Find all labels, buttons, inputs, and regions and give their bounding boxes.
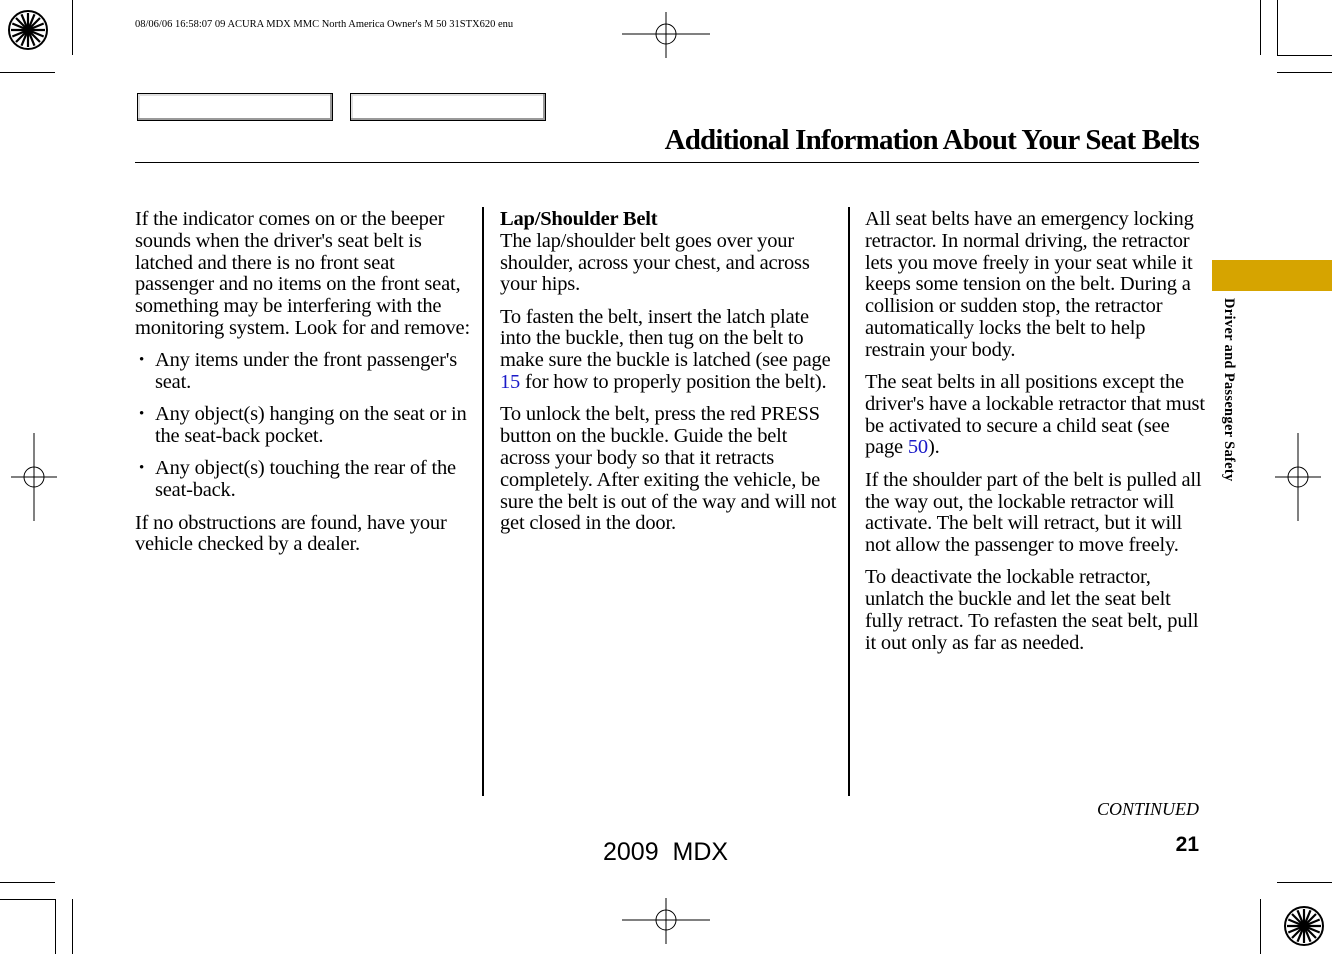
nav-button-main-menu[interactable] (137, 93, 333, 121)
section-tab-label: Driver and Passenger Safety (1221, 298, 1237, 482)
section-heading: Lap/Shoulder Belt (500, 208, 658, 230)
title-rule (135, 162, 1199, 163)
crosshair-icon (622, 898, 710, 944)
page-link-15[interactable]: 15 (500, 371, 521, 394)
column-divider (848, 207, 850, 796)
paragraph (865, 372, 1205, 459)
paragraph-text: The lap/shoulder belt goes over your shoulder, across your chest, and across your hips. (500, 229, 810, 296)
paragraph: To deactivate the lockable retractor, unlatch the buckle and let the seat belt fully retract. To refasten the seat belt, pull it out only as far as needed. (865, 566, 1199, 654)
paragraph (500, 307, 840, 394)
section-tab[interactable] (1212, 260, 1332, 291)
paragraph (500, 209, 840, 296)
paragraph-text: for how to properly position the belt). (520, 371, 827, 394)
paragraph: All seat belts have an emergency locking retractor. In normal driving, the retractor lets you move freely in your seat while it keeps some tension on the belt. During a collision or sudden stop, the retractor automatically locks the belt to help restrain your body. (865, 208, 1194, 361)
paragraph-text: ). (927, 436, 940, 459)
list-item: • Any items under the front passenger's seat. (135, 350, 475, 394)
crosshair-icon (622, 12, 710, 58)
page-title: Additional Information About Your Seat Belts (664, 124, 1199, 156)
paragraph: If the indicator comes on or the beeper sounds when the driver's seat belt is latched and there is no front seat passenger and no items on the front seat, something may be interfering with the monitoring system. Look for and remove: (135, 208, 470, 339)
page-number: 21 (1175, 833, 1199, 856)
paragraph: To unlock the belt, press the red PRESS button on the buckle. Guide the belt across your body so that it retracts completely. After exiting the vehicle, be sure the belt is out of the way and will not get closed in the door. (500, 403, 837, 535)
page-link-50[interactable]: 50 (907, 436, 928, 459)
crosshair-icon (11, 433, 57, 521)
continued-label: CONTINUED (1096, 799, 1199, 819)
model-label: 2009 MDX (603, 838, 729, 866)
column-2 (500, 209, 840, 546)
registration-sunburst-icon (7, 9, 49, 51)
registration-sunburst-icon (1283, 905, 1325, 947)
list-item: • Any object(s) touching the rear of the seat-back. (135, 458, 475, 502)
column-3 (865, 209, 1205, 665)
list-item: • Any object(s) hanging on the seat or in the seat-back pocket. (135, 404, 475, 448)
crosshair-icon (1275, 433, 1321, 521)
print-meta: 08/06/06 16:58:07 09 ACURA MDX MMC North America Owner's M 50 31STX620 enu (135, 19, 514, 30)
column-divider (482, 207, 484, 796)
bullet-list (135, 350, 475, 502)
paragraph: If no obstructions are found, have your vehicle checked by a dealer. (135, 511, 447, 556)
paragraph-text: To fasten the belt, insert the latch plate into the buckle, then tug on the belt to make sure the buckle is latched (see page (500, 305, 831, 372)
paragraph-text: The seat belts in all positions except the driver's have a lockable retractor that must be activated to secure a child seat (see page (865, 371, 1205, 459)
column-1 (135, 209, 475, 567)
nav-button-table-of-contents[interactable] (350, 93, 546, 121)
paragraph: If the shoulder part of the belt is pulled all the way out, the lockable retractor will activate. The belt will retract, but it will not allow the passenger to move freely. (865, 468, 1202, 557)
